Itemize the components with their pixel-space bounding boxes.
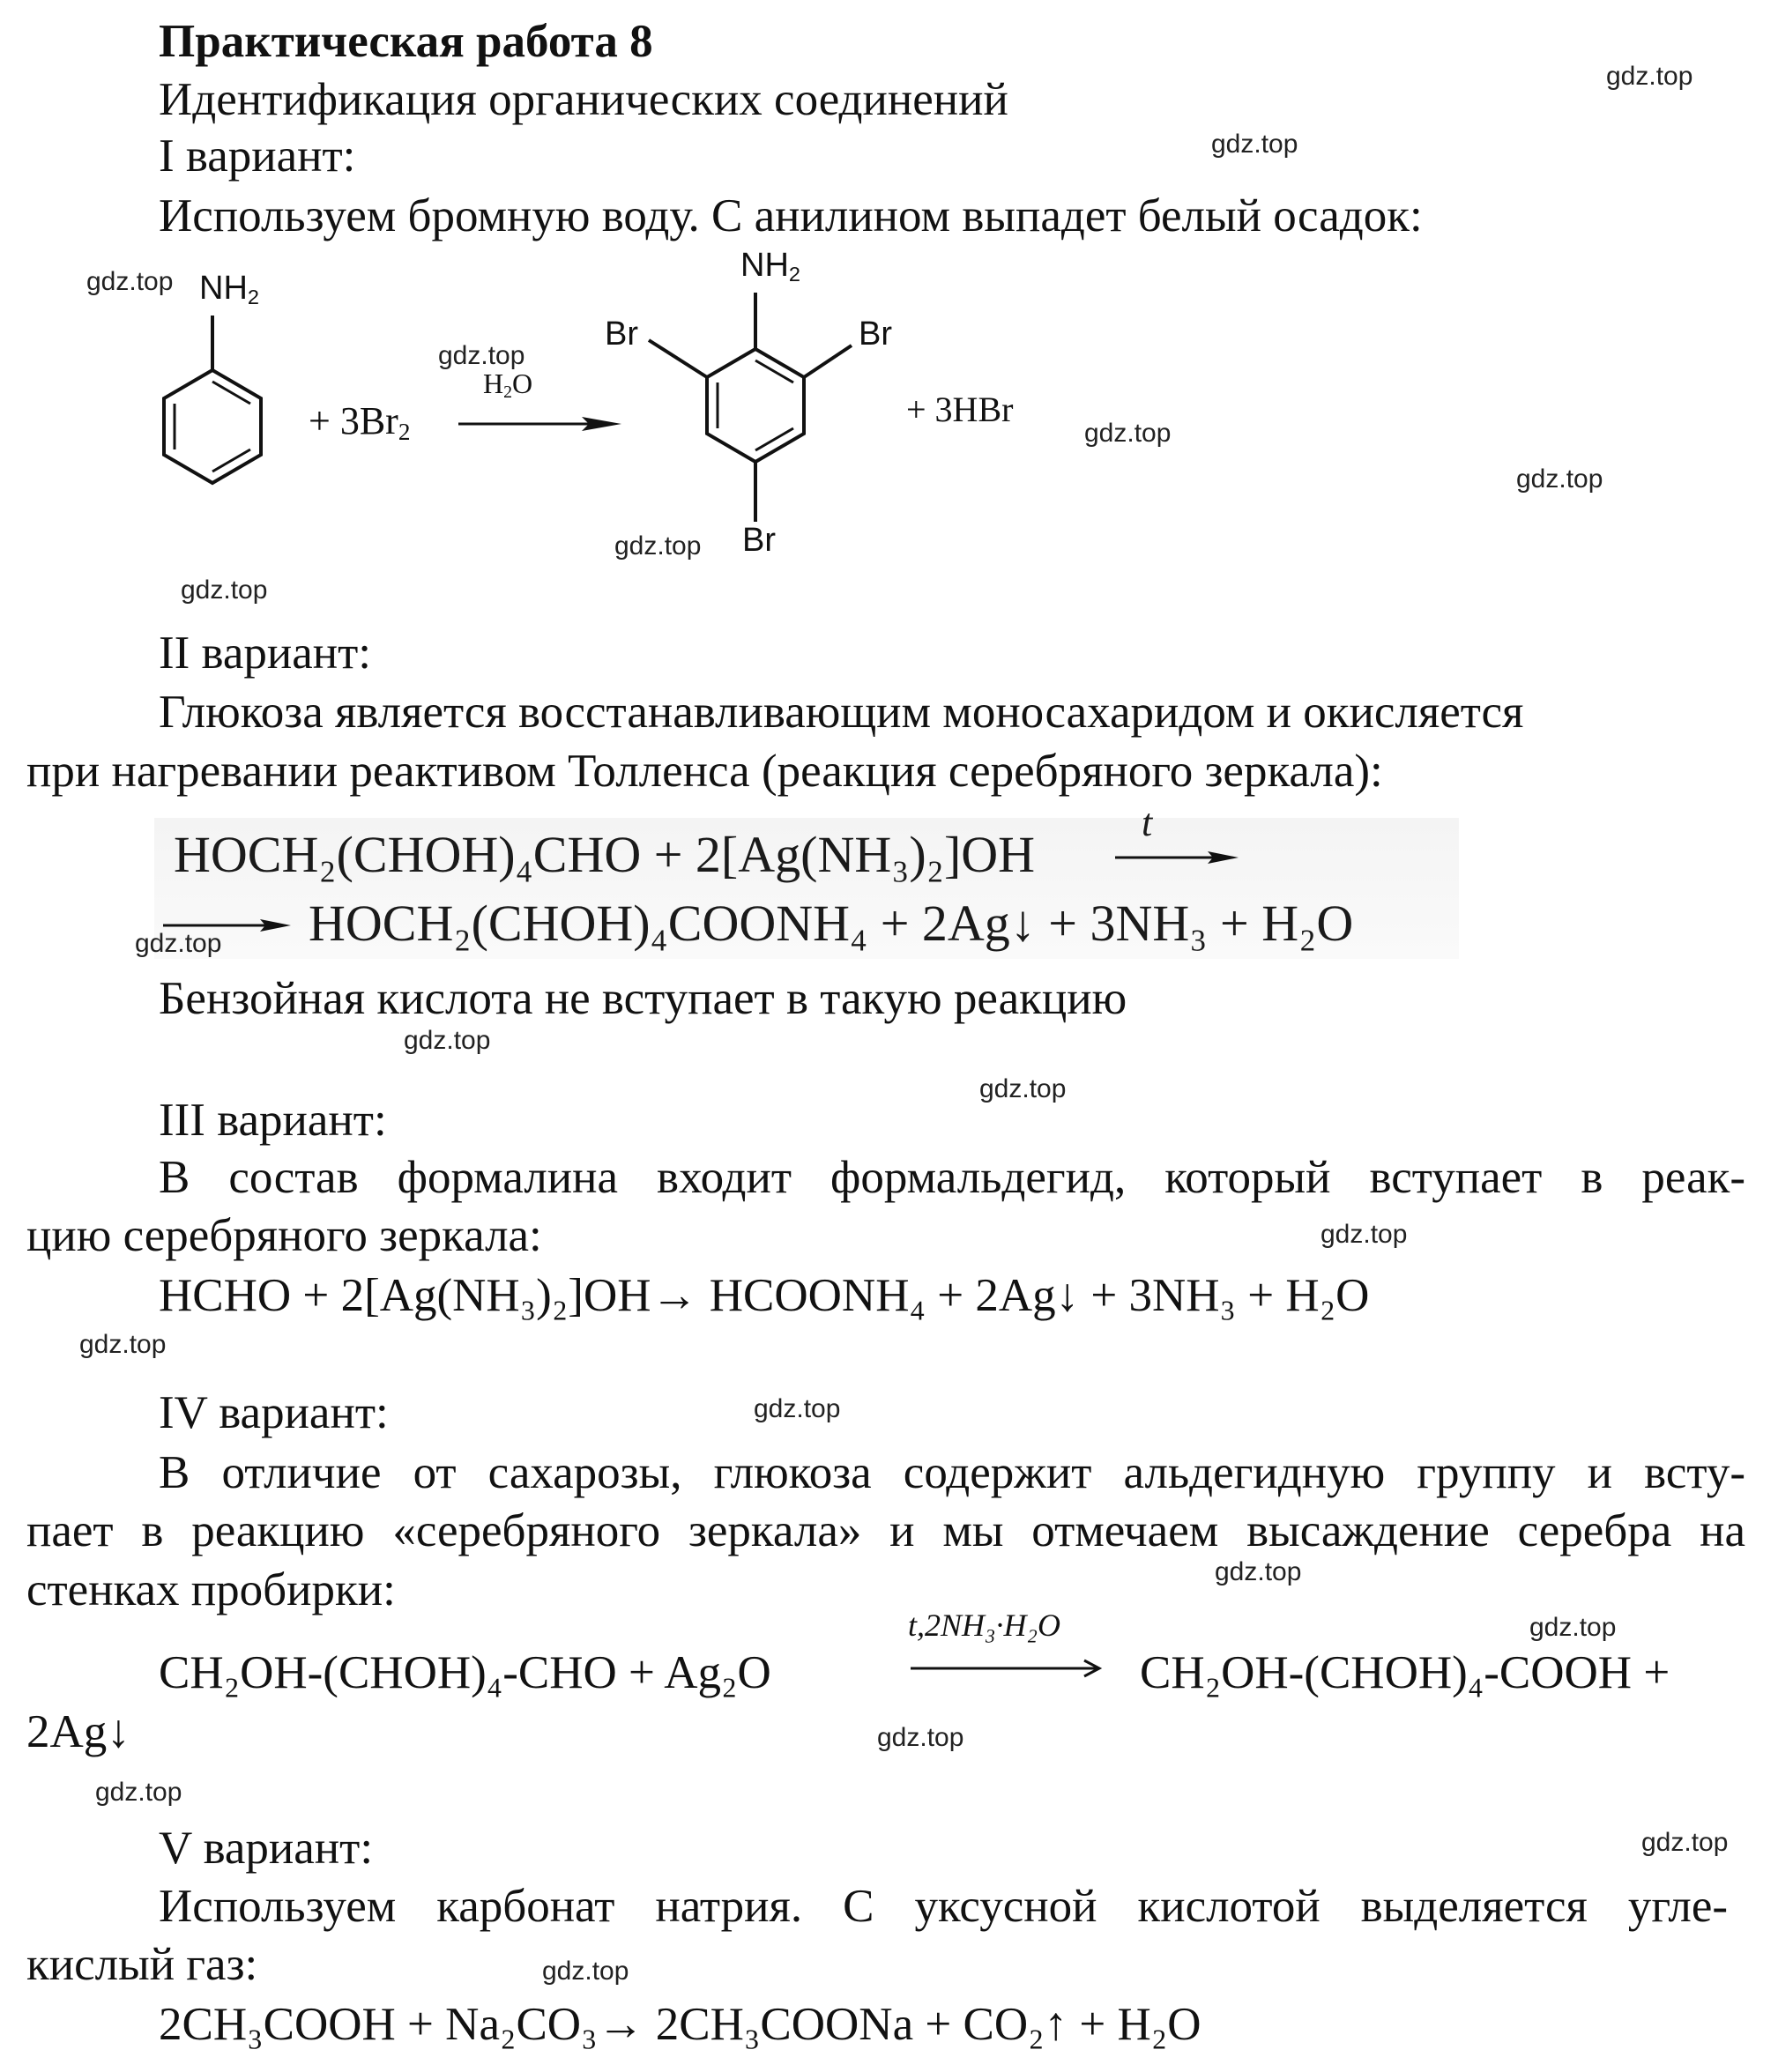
watermark: gdz.top [1215, 1557, 1302, 1586]
variant-4-equation-continued: 2Ag↓ [26, 1706, 130, 1757]
watermark: gdz.top [1320, 1220, 1408, 1249]
watermark: gdz.top [1641, 1828, 1729, 1857]
watermark: gdz.top [979, 1074, 1067, 1103]
variant-3-label: III вариант: [159, 1095, 387, 1146]
watermark: gdz.top [877, 1723, 964, 1752]
variant-5-equation: 2CH₃COOH + Na₂CO₃→ 2CH₃COONa + CO₂↑ + H₂O [159, 1999, 1201, 2050]
watermark: gdz.top [95, 1778, 182, 1807]
watermark: gdz.top [135, 929, 222, 958]
variant-4-label: IV вариант: [159, 1387, 389, 1438]
variant-3-line-2: цию серебряного зеркала: [26, 1210, 542, 1261]
hbr-product: + 3HBr [906, 390, 1014, 429]
product-br-left: Br [605, 316, 638, 353]
watermark: gdz.top [1606, 62, 1693, 91]
watermark: gdz.top [1211, 130, 1298, 159]
watermark: gdz.top [438, 341, 525, 370]
bromine-reagent: + $3Br_2$ [309, 399, 411, 445]
variant-4-line-2: пает в реакцию «серебряного зеркала» и мы отмечаем высаждение серебра на [26, 1505, 1745, 1556]
variant-2-line-2: при нагревании реактивом Толленса (реакция серебряного зеркала): [26, 746, 1383, 797]
variant-5-line-1: Используем карбонат натрия. С уксусной кислотой выделяется угле- [159, 1881, 1728, 1932]
variant-4-line-3: стенках пробирки: [26, 1564, 396, 1615]
variant-4-line-1: В отличие от сахарозы, глюкоза содержит альдегидную группу и всту- [159, 1447, 1745, 1498]
page-subtitle: Идентификация органических соединений [159, 74, 1008, 125]
variant-4-equation-right: CH₂OH-(CHOH)₄-COOH + [1140, 1647, 1670, 1698]
solvent-label: $H_2O$ [483, 368, 533, 402]
tollens-equation-line-2: HOCH₂(CHOH)₄COONH₄ + 2Ag↓ + 3NH₃ + H₂O [309, 895, 1354, 952]
variant-2-line-1: Глюкоза является восстанавливающим моносахаридом и окисляется [159, 687, 1524, 738]
watermark: gdz.top [614, 531, 702, 561]
product-br-right: Br [859, 316, 892, 353]
variant-4-equation-left: CH₂OH-(CHOH)₄-CHO + Ag₂O [159, 1647, 771, 1698]
variant-3-equation: HCHO + 2[Ag(NH₃)₂]OH→ HCOONH₄ + 2Ag↓ + 3NH₃ + H₂O [159, 1270, 1370, 1321]
aniline-nh2-label: $NH_2$ [199, 270, 259, 308]
watermark: gdz.top [1529, 1613, 1617, 1642]
watermark: gdz.top [79, 1330, 167, 1359]
variant-5-label: V вариант: [159, 1823, 374, 1874]
variant-2-label: II вариант: [159, 628, 372, 679]
page-title: Практическая работа 8 [159, 16, 653, 67]
tollens-equation-line-1: HOCH₂(CHOH)₄CHO + 2[Ag(NH₃)₂]OH [174, 826, 1036, 883]
product-br-bottom: Br [742, 522, 776, 559]
variant-5-line-2: кислый газ: [26, 1939, 258, 1990]
variant-3-line-1: В состав формалина входит формальдегид, который вступает в реак- [159, 1152, 1745, 1203]
tollens-condition: t [1142, 801, 1153, 844]
variant-1-label: I вариант: [159, 130, 356, 182]
watermark: gdz.top [542, 1957, 629, 1986]
watermark: gdz.top [1084, 419, 1172, 448]
variant-2-note: Бензойная кислота не вступает в такую реакцию [159, 973, 1127, 1024]
watermark: gdz.top [1516, 464, 1603, 494]
watermark: gdz.top [404, 1026, 491, 1055]
variant-1-text: Используем бромную воду. С анилином выпадет белый осадок: [159, 190, 1423, 241]
watermark: gdz.top [86, 267, 174, 296]
watermark: gdz.top [754, 1394, 841, 1423]
product-nh2-label: $NH_2$ [740, 247, 800, 286]
variant-4-condition: t,2NH₃·H₂O [908, 1608, 1061, 1643]
watermark: gdz.top [181, 576, 268, 605]
